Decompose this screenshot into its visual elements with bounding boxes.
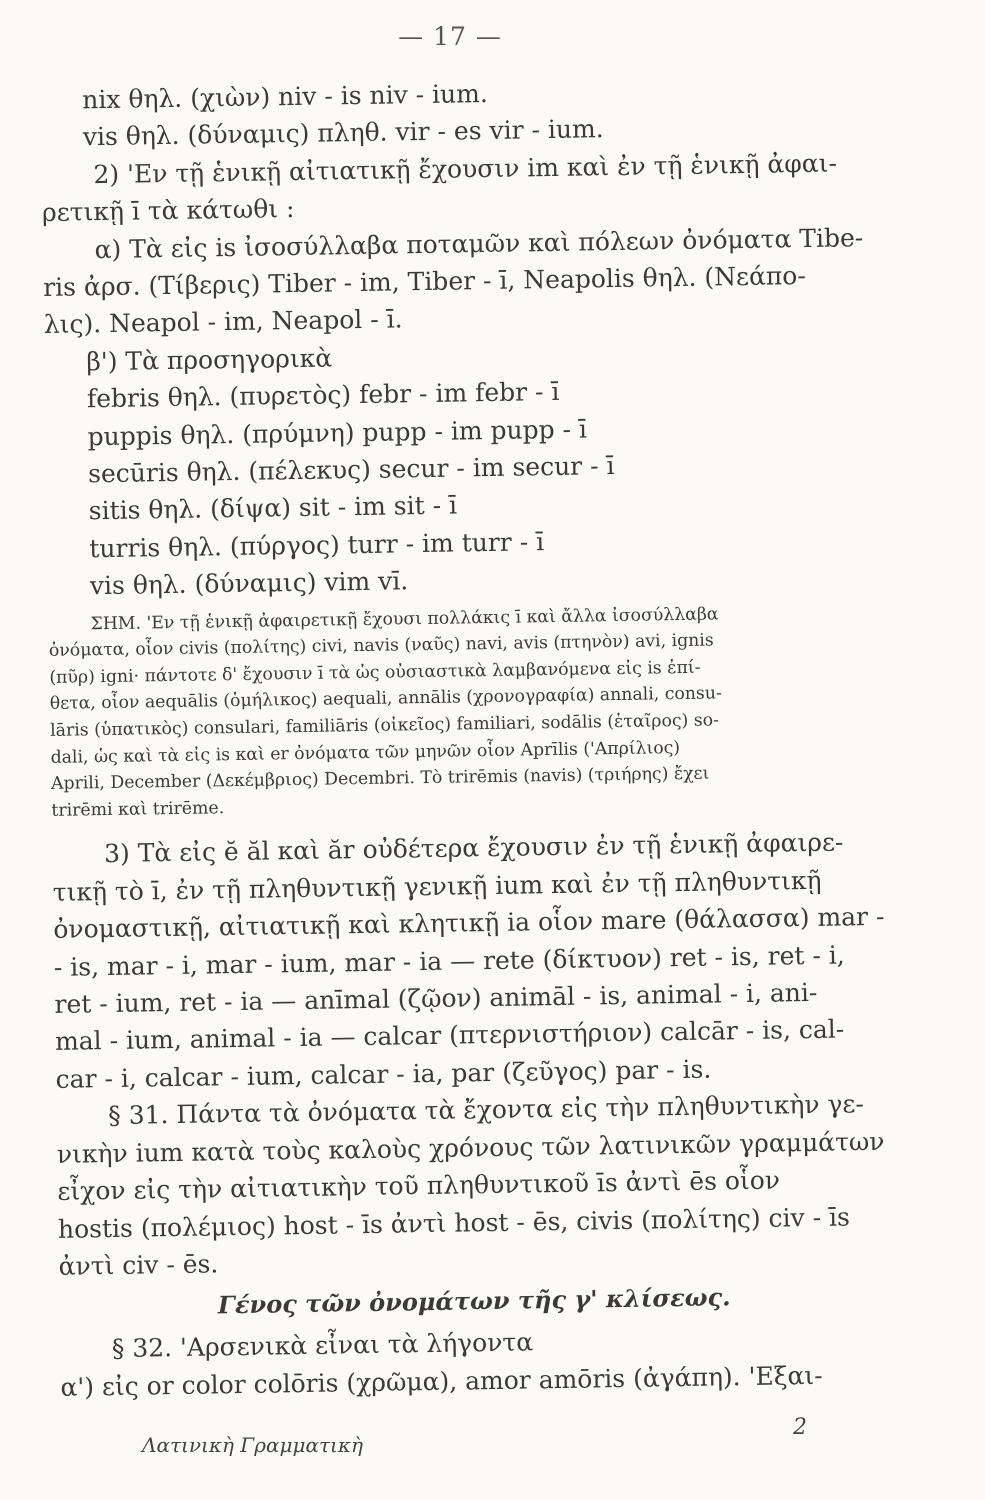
note-line: trirēmi καὶ trirēme. xyxy=(51,798,225,821)
text-line: ὀνομαστικῇ, αἰτιατικῇ καὶ κλητικῇ ia οἷον mare (θάλασσα) mar - xyxy=(53,902,885,945)
text-line: 3) Τὰ εἰς ĕ ăl καὶ ăr οὐδέτερα ἔχουσιν ἐν τῇ ἑνικῇ ἀφαιρε- xyxy=(103,827,844,869)
text-line: ret - ium, ret - ia — anīmal (ζῷον) animāl - is, animal - i, ani- xyxy=(54,977,818,1019)
note-line: (πῦρ) igni· πάντοτε δ' ἔχουσιν ī τὰ ὡς οὐσιαστικὰ λαμβανόμενα εἰς is ἐπί- xyxy=(49,657,701,688)
text-line: λις). Neapol - im, Neapol - ī. xyxy=(43,304,403,340)
note-line: Aprili, December (Δεκέμβριος) Decembri. Τὸ trirēmis (navis) (τριήρης) ἔχει xyxy=(50,763,710,795)
text-line: vis θηλ. (δύναμις) vim vī. xyxy=(89,566,409,601)
text-line: τικῇ τὸ ī, ἐν τῇ πληθυντικῇ γενικῇ ium καὶ ἐν τῇ πληθυντικῇ xyxy=(52,865,822,907)
text-line: turris θηλ. (πύργος) turr - im turr - ī xyxy=(89,527,545,564)
note-line: ΣΗΜ. 'Εν τῇ ἑνικῇ ἀφαιρετικῇ ἔχουσι πολλάκις ī καὶ ἄλλα ἰσοσύλλαβα xyxy=(90,604,719,634)
text-line: 2) 'Εν τῇ ἑνικῇ αἰτιατικῇ ἔχουσιν im καὶ ἐν τῇ ἑνικῇ ἀφαι- xyxy=(93,148,838,189)
text-line: mal - ium, animal - ia — calcar (πτερνιστήριον) calcār - is, cal- xyxy=(54,1014,845,1057)
text-line: - is, mar - i, mar - ium, mar - ia — rete (δίκτυον) ret - is, ret - i, xyxy=(53,940,845,982)
text-line: § 31. Πάντα τὰ ὀνόματα τὰ ἔχοντα εἰς τὴν πληθυντικὴν γε- xyxy=(108,1089,865,1131)
text-line: febris θηλ. (πυρετὸς) febr - im febr - ī xyxy=(86,377,560,414)
text-line: α') εἰς or color colōris (χρῶμα), amor amōris (ἀγάπη). 'Εξαι- xyxy=(60,1360,823,1402)
text-line: ris ἀρσ. (Τίβερις) Tiber - im, Tiber - ī, Neapolis θηλ. (Νεάπο- xyxy=(43,261,807,303)
text-line: sitis θηλ. (δίψα) sit - im sit - ī xyxy=(88,490,458,526)
text-line: § 32. 'Αρσενικὰ εἶναι τὰ λήγοντα xyxy=(111,1327,534,1364)
text-line: ἀντὶ civ - ēs. xyxy=(58,1249,219,1281)
note-line: dali, ὡς καὶ τὰ εἰς is καὶ er ὀνόματα τῶν μηνῶν οἷον Aprīlis ('Απρίλιος) xyxy=(50,737,681,768)
text-line: εἶχον εἰς τὴν αἰτιατικὴν τοῦ πληθυντικοῦ īs ἀντὶ ēs οἷον xyxy=(57,1165,781,1206)
page-body xyxy=(40,68,941,1406)
text-line: secūris θηλ. (πέλεκυς) secur - im secur - ī xyxy=(87,451,615,489)
text-line: nix θηλ. (χιὼν) niv - is niv - ium. xyxy=(82,78,489,115)
note-block xyxy=(48,598,931,825)
text-line: puppis θηλ. (πρύμνη) pupp - im pupp - ī xyxy=(87,414,588,451)
text-line: ρετικῇ ī τὰ κάτωθι : xyxy=(41,194,295,228)
note-line: lāris (ὑπατικὸς) consulari, familiāris (οἰκεῖος) familiari, sodālis (ἑταῖρος) so- xyxy=(50,710,720,741)
note-line: ὀνόματα, οἷον civis (πολίτης) civi, navis (ναῦς) navi, avis (πτηνὸν) avi, ignis xyxy=(48,630,714,662)
text-line: hostis (πολέμιος) host - īs ἀντὶ host - ēs, civis (πολίτης) civ - īs xyxy=(57,1201,851,1244)
section-heading: Γένος τῶν ὀνομάτων τῆς γ' κλίσεως. xyxy=(217,1282,731,1320)
text-line: car - i, calcar - ium, calcar - ia, par (ζεῦγος) par - is. xyxy=(55,1054,712,1094)
text-line: β') Τὰ προσηγορικὰ xyxy=(86,343,333,377)
text-line: α) Τὰ εἰς is ἰσοσύλλαβα ποταμῶν καὶ πόλεων ὀνόματα Tibe- xyxy=(94,222,864,264)
page-number: — 17 — xyxy=(398,22,502,51)
note-line: θετα, οἷον aequālis (ὁμήλικος) aequali, annālis (χρονογραφία) annali, consu- xyxy=(49,683,722,715)
text-line: νικὴν ium κατὰ τοὺς καλοὺς χρόνους τῶν λατινικῶν γραμμάτων xyxy=(56,1126,885,1169)
signature-mark: 2 xyxy=(793,1415,807,1440)
footer-title: Λατινικὴ Γραμματικὴ xyxy=(142,1433,363,1457)
text-line: vis θηλ. (δύναμις) πληθ. vir - es vir - ium. xyxy=(82,114,604,152)
